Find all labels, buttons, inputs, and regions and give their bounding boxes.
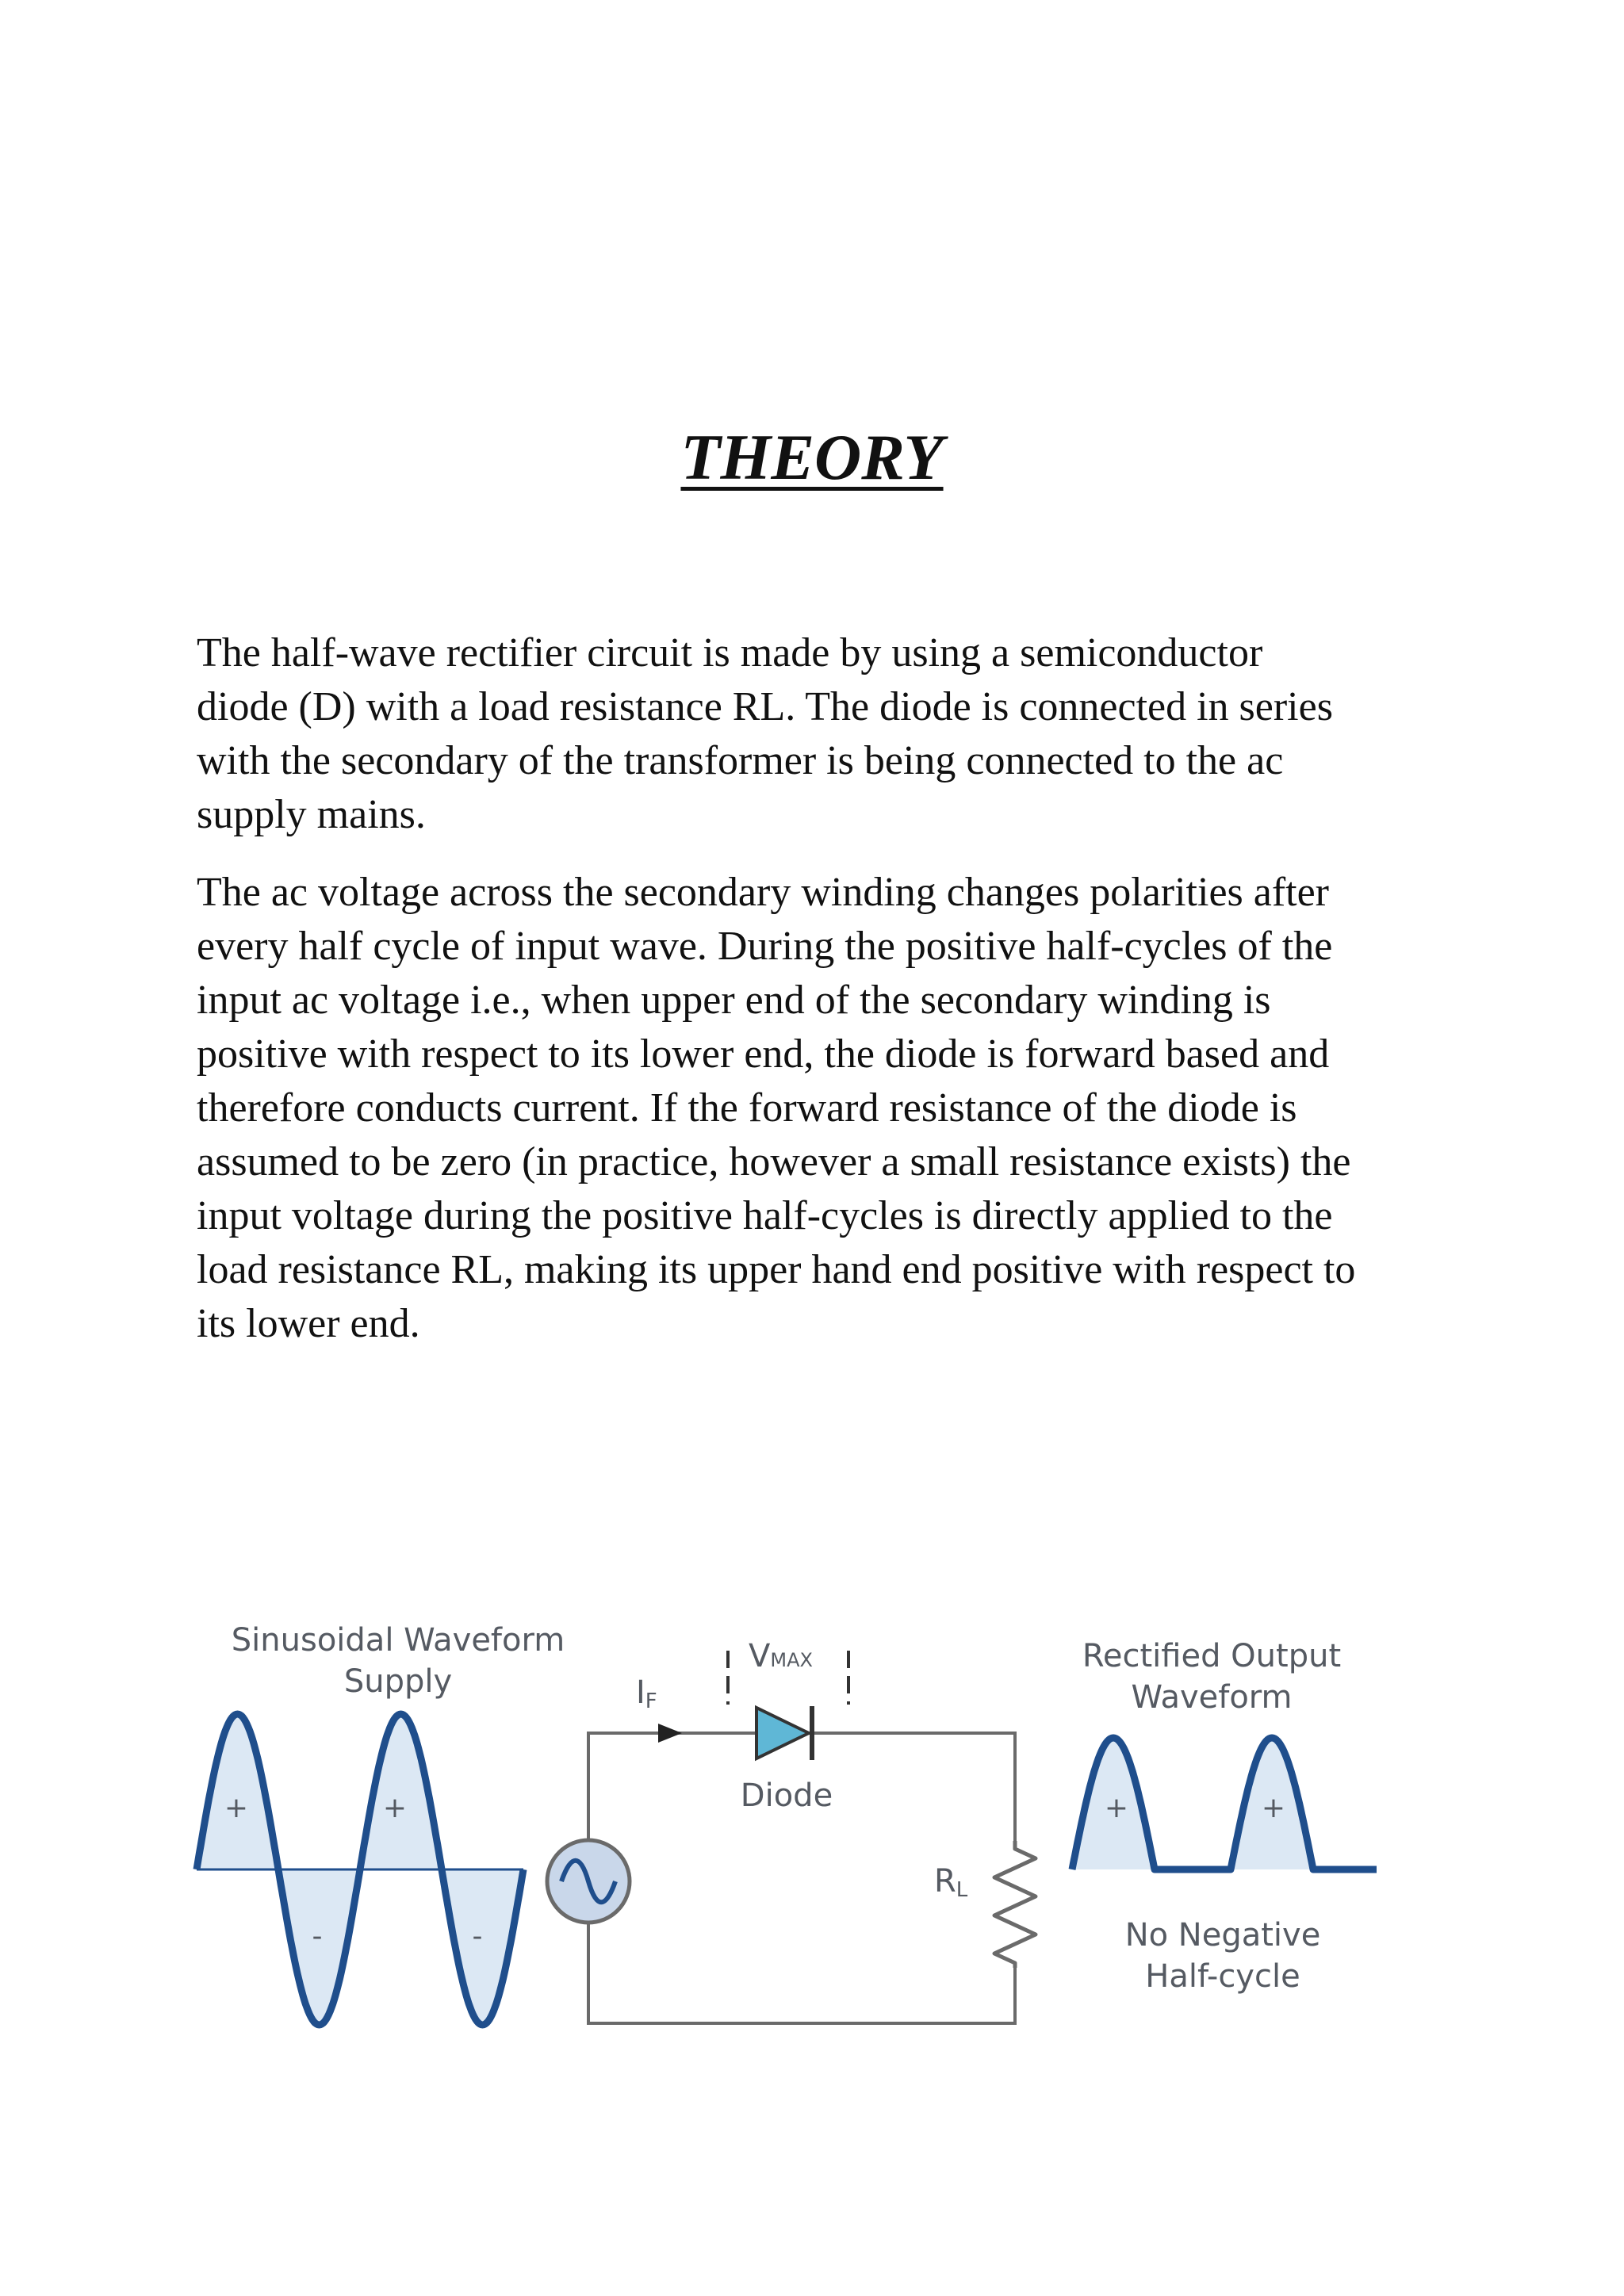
load-resistor-label: RL xyxy=(934,1863,968,1902)
text-line: supply mains. xyxy=(197,792,426,837)
paragraph-operation xyxy=(197,866,1434,1351)
vmax-label: VMAX xyxy=(749,1638,813,1674)
input-positive-sign-2: + xyxy=(382,1792,408,1824)
no-negative-note: No Negative xyxy=(1124,1917,1321,1954)
paragraph-intro xyxy=(197,626,1434,842)
text-line: assumed to be zero (in practice, however a small resistance exists) the xyxy=(197,1139,1351,1184)
half-wave-rectifier-diagram xyxy=(190,1609,1396,2053)
input-negative-sign-2: - xyxy=(472,1920,483,1953)
text-line: input voltage during the positive half-cycles is directly applied to the xyxy=(197,1193,1333,1238)
output-positive-sign-2: + xyxy=(1261,1792,1286,1824)
input-waveform-label: Sinusoidal Waveform xyxy=(231,1622,565,1659)
text-line: with the secondary of the transformer is being connected to the ac xyxy=(197,738,1284,783)
text-line: positive with respect to its lower end, the diode is forward based and xyxy=(197,1031,1330,1077)
page-title: THEORY xyxy=(680,421,944,493)
text-line: The half-wave rectifier circuit is made by using a semiconductor xyxy=(197,630,1263,675)
text-line: therefore conducts current. If the forward resistance of the diode is xyxy=(197,1085,1297,1131)
current-arrow-icon xyxy=(658,1724,682,1743)
circuit-wire-bottom xyxy=(588,1914,1015,2023)
text-line: load resistance RL, making its upper hand end positive with respect to xyxy=(197,1247,1356,1292)
text-line: its lower end. xyxy=(197,1301,420,1346)
current-label: IF xyxy=(636,1674,657,1713)
no-negative-note-2: Half-cycle xyxy=(1145,1958,1300,1995)
input-positive-sign-1: + xyxy=(224,1792,249,1824)
diode-label: Diode xyxy=(740,1777,833,1814)
load-resistor-symbol xyxy=(994,1841,1036,1968)
text-line: every half cycle of input wave. During the positive half-cycles of the xyxy=(197,924,1333,969)
input-supply-label: Supply xyxy=(343,1663,453,1700)
text-line: input ac voltage i.e., when upper end of the secondary winding is xyxy=(197,978,1271,1023)
text-line: diode (D) with a load resistance RL. The diode is connected in series xyxy=(197,684,1333,729)
output-positive-sign-1: + xyxy=(1104,1792,1129,1824)
input-negative-sign-1: - xyxy=(312,1920,323,1953)
text-line: The ac voltage across the secondary winding changes polarities after xyxy=(197,870,1329,915)
diode-symbol xyxy=(756,1708,809,1758)
output-waveform-label: Rectified Output xyxy=(1082,1638,1342,1674)
output-waveform-label-2: Waveform xyxy=(1131,1679,1293,1716)
